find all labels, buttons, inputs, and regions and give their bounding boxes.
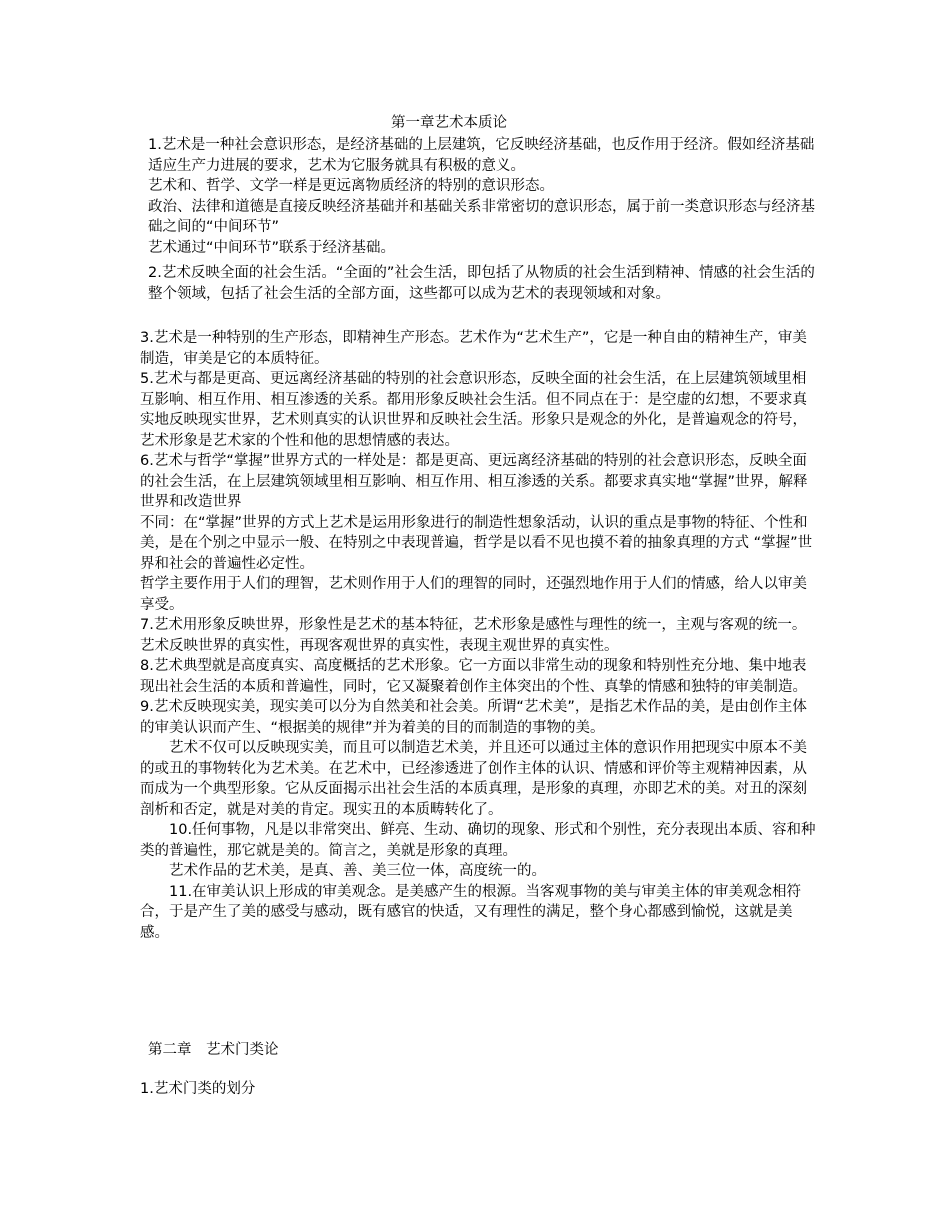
paragraph-1-note-b: 政治、法律和道德是直接反映经济基础并和基础关系非常密切的意识形态，属于前一类意识形态与经济基础之间的“中间环节” [148, 198, 815, 235]
paragraph-3: 3.艺术是一种特别的生产形态，即精神生产形态。艺术作为“艺术生产”，它是一种自由的精神生产，审美制造，审美是它的本质特征。 [140, 330, 807, 367]
paragraph-2: 2.艺术反映全面的社会生活。“全面的”社会生活，即包括了从物质的社会生活到精神、情感的社会生活的整个领域，包括了社会生活的全部方面，这些都可以成为艺术的表现领域和对象。 [148, 265, 815, 302]
paragraph-9: 9.艺术反映现实美，现实美可以分为自然美和社会美。所谓“艺术美”，是指艺术作品的美，是由创作主体的审美认识而产生、“根据美的规律”并为着美的目的而制造的事物的美。 [140, 699, 807, 736]
chapter-1-title: 第一章艺术本质论 [391, 115, 507, 131]
paragraph-10-summary: 艺术作品的艺术美，是真、善、美三位一体，高度统一的。 [169, 863, 546, 879]
chapter-1-block-a [140, 135, 820, 258]
paragraph-7: 7.艺术用形象反映世界，形象性是艺术的基本特征，艺术形象是感性与理性的统一，主观与客观的统一。艺术反映世界的真实性，再现客观世界的真实性，表现主观世界的真实性。 [140, 617, 807, 654]
paragraph-6: 6.艺术与哲学“掌握”世界方式的一样处是：都是更高、更远离经济基础的特别的社会意识形态，反映全面的社会生活，在上层建筑领域里相互影响、相互作用、相互渗透的关系。都要求真实地“掌握”世界，解释世界和改造世界 [140, 453, 808, 510]
paragraph-10: 10.任何事物，凡是以非常突出、鲜亮、生动、确切的现象、形式和个别性，充分表现出本质、容和种类的普遍性，那它就是美的。简言之，美就是形象的真理。 [140, 822, 816, 859]
chapter-1-block-c [140, 328, 820, 943]
paragraph-6-philosophy: 哲学主要作用于人们的理智，艺术则作用于人们的理智的同时，还强烈地作用于人们的情感，给人以审美享受。 [140, 576, 807, 613]
paragraph-1-note-a: 艺术和、哲学、文学一样是更远离物质经济的特别的意识形态。 [148, 178, 554, 194]
paragraph-9-art-beauty: 艺术不仅可以反映现实美，而且可以制造艺术美，并且还可以通过主体的意识作用把现实中原本不美的或丑的事物转化为艺术美。在艺术中，已经渗透进了创作主体的认识、情感和评价等主观精神因素，从而成为一个典型形象。它从反面揭示出社会生活的本质真理，是形象的真理，亦即艺术的美。对丑的深刻剖析和否定，就是对美的肯定。现实丑的本质畴转化了。 [140, 740, 807, 818]
paragraph-11: 11.在审美认识上形成的审美观念。是美感产生的根源。当客观事物的美与审美主体的审美观念相符合，于是产生了美的感受与感动，既有感官的快适，又有理性的满足，整个身心都感到愉悦，这就是美感。 [140, 883, 802, 941]
paragraph-8: 8.艺术典型就是高度真实、高度概括的艺术形象。它一方面以非常生动的现象和特别性充分地、集中地表现出社会生活的本质和普遍性，同时，它又凝聚着创作主体突出的个性、真挚的情感和独特的审美制造。 [140, 658, 807, 695]
chapter-2-title: 第二章 艺术门类论 [148, 1042, 279, 1058]
chapter-2-section-1: 1.艺术门类的划分 [140, 1081, 256, 1097]
paragraph-1: 1.艺术是一种社会意识形态，是经济基础的上层建筑，它反映经济基础，也反作用于经济。假如经济基础适应生产力进展的要求，艺术为它服务就具有积极的意义。 [148, 137, 815, 174]
chapter-1-block-b [140, 263, 820, 304]
paragraph-1-note-c: 艺术通过“中间环节”联系于经济基础。 [148, 239, 396, 256]
paragraph-5: 5.艺术与都是更高、更远离经济基础的特别的社会意识形态，反映全面的社会生活，在上层建筑领域里相互影响、相互作用、相互渗透的关系。都用形象反映社会生活。但不同点在于：是空虚的幻想，不要求真实地反映现实世界，艺术则真实的认识世界和反映社会生活。形象只是观念的外化，是普遍观念的符号，艺术形象是艺术家的个性和他的思想情感的表达。 [140, 371, 807, 449]
paragraph-6-difference: 不同：在“掌握”世界的方式上艺术是运用形象进行的制造性想象活动，认识的重点是事物的特征、个性和美，是在个别之中显示一般、在特别之中表现普遍，哲学是以看不见也摸不着的抽象真理的方式 “掌握”世界和社会的普遍性必定性。 [140, 514, 813, 572]
